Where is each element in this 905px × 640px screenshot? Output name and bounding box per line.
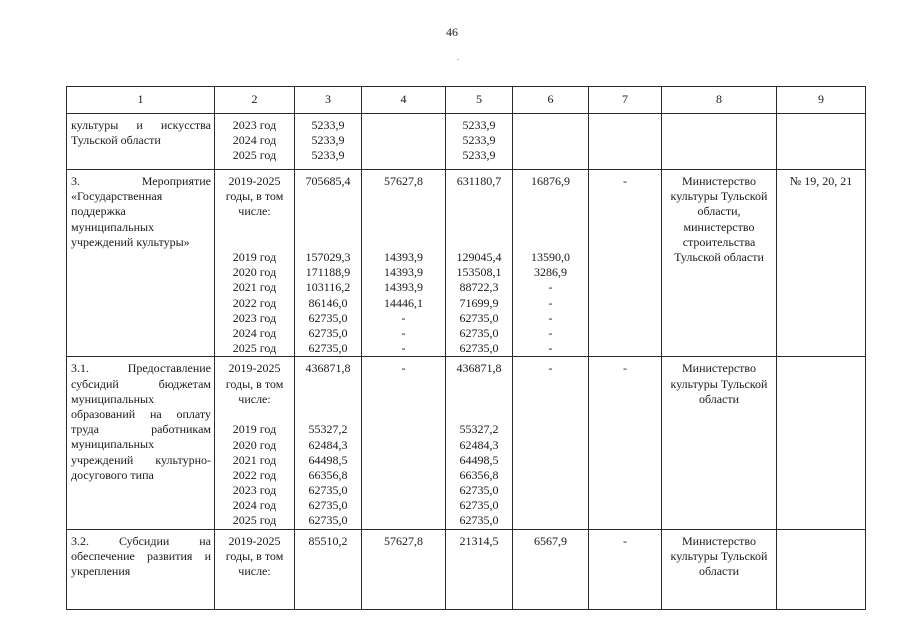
page-number: 46 xyxy=(446,25,458,39)
activity-name-cell xyxy=(67,114,215,170)
value: - xyxy=(401,325,406,340)
executor: Министерство культуры Тульской области xyxy=(670,533,768,579)
total-value: 57627,8 xyxy=(384,174,423,188)
total-value: 705685,4 xyxy=(305,174,351,188)
activity-name-cell xyxy=(67,170,215,357)
header-cell: 4 xyxy=(362,87,446,114)
total-value: - xyxy=(623,174,627,188)
budget-table xyxy=(66,86,866,610)
value-cell xyxy=(589,170,662,357)
value-cell xyxy=(589,114,662,170)
value: 55327,2 xyxy=(308,422,348,437)
value-cell xyxy=(446,357,513,529)
value-cell xyxy=(362,114,446,170)
value: 62735,0 xyxy=(308,310,348,325)
period-label: 2019-2025 годы, в том числе: xyxy=(225,533,284,579)
value-cell xyxy=(295,170,362,357)
year-label: 2023 год xyxy=(232,118,277,132)
value-cell xyxy=(513,529,589,609)
value: 14393,9 xyxy=(384,250,423,264)
value: - xyxy=(548,341,553,356)
total-value: 436871,8 xyxy=(456,361,502,376)
ref-cell xyxy=(777,529,866,609)
value-cell xyxy=(446,114,513,170)
executor-cell xyxy=(662,114,777,170)
value: - xyxy=(401,341,406,356)
ref-cell xyxy=(777,170,866,357)
header-cell: 6 xyxy=(513,87,589,114)
period-label: 2019-2025 годы, в том числе: xyxy=(225,174,284,219)
activity-name-cell xyxy=(67,529,215,609)
total-value: - xyxy=(548,361,553,376)
value: 62735,0 xyxy=(459,513,499,528)
header-cell: 2 xyxy=(215,87,295,114)
value-cell xyxy=(513,357,589,529)
total-value: 85510,2 xyxy=(308,533,348,548)
value: - xyxy=(548,295,553,310)
value: 5233,9 xyxy=(462,118,496,132)
value: 88722,3 xyxy=(459,280,499,295)
year-label: 2024 год xyxy=(232,133,277,148)
year-label: 2021 год xyxy=(232,452,277,467)
value: 62735,0 xyxy=(459,498,499,513)
table-row xyxy=(67,114,866,170)
year-label: 2020 год xyxy=(232,437,277,452)
value-cell xyxy=(513,114,589,170)
value-cell xyxy=(362,170,446,357)
value-cell xyxy=(295,357,362,529)
value: 5233,9 xyxy=(462,148,496,163)
header-cell: 3 xyxy=(295,87,362,114)
value: 171188,9 xyxy=(305,265,351,280)
value: 62735,0 xyxy=(308,325,348,340)
year-label: 2023 год xyxy=(232,483,277,498)
total-value: 21314,5 xyxy=(459,533,499,548)
value: 62735,0 xyxy=(308,341,348,356)
year-label: 2023 год xyxy=(232,310,277,325)
value: 62735,0 xyxy=(308,498,348,513)
value: 62735,0 xyxy=(459,325,499,340)
value: 157029,3 xyxy=(305,250,351,264)
value: 64498,5 xyxy=(459,452,499,467)
year-label: 2019 год xyxy=(232,250,277,264)
value-cell xyxy=(589,529,662,609)
value: 13590,0 xyxy=(531,250,570,264)
header-cell: 5 xyxy=(446,87,513,114)
activity-name: 3.2. Субсидии на обеспечение развития и укрепления xyxy=(71,533,211,579)
value: 62484,3 xyxy=(459,437,499,452)
value-cell xyxy=(295,529,362,609)
value: 62735,0 xyxy=(308,483,348,498)
value: 14446,1 xyxy=(384,295,423,310)
value-cell xyxy=(589,357,662,529)
value: - xyxy=(401,310,406,325)
year-label: 2024 год xyxy=(232,325,277,340)
year-cell xyxy=(215,114,295,170)
value-cell xyxy=(362,357,446,529)
value: 3286,9 xyxy=(534,265,567,280)
value: 129045,4 xyxy=(456,250,502,264)
value: 62735,0 xyxy=(459,310,499,325)
year-label: 2024 год xyxy=(232,498,277,513)
year-label: 2022 год xyxy=(232,467,277,482)
executor: Министерство культуры Тульской области xyxy=(670,361,768,406)
value-cell xyxy=(295,114,362,170)
value: 153508,1 xyxy=(456,265,502,280)
header-cell: 9 xyxy=(777,87,866,114)
value: 5233,9 xyxy=(311,118,345,132)
header-cell: 7 xyxy=(589,87,662,114)
total-value: - xyxy=(623,361,627,376)
executor-cell xyxy=(662,170,777,357)
value: 14393,9 xyxy=(384,280,423,295)
executor-cell xyxy=(662,357,777,529)
value: - xyxy=(548,310,553,325)
value: 64498,5 xyxy=(308,452,348,467)
value: 55327,2 xyxy=(459,422,499,437)
activity-name: 3. Мероприятие «Государственная поддержка муниципальных учреждений культуры» xyxy=(71,174,211,249)
total-value: - xyxy=(623,533,627,548)
header-cell: 8 xyxy=(662,87,777,114)
value: 66356,8 xyxy=(459,467,499,482)
year-label: 2022 год xyxy=(232,295,277,310)
year-label: 2025 год xyxy=(232,341,277,356)
year-label: 2025 год xyxy=(232,148,277,163)
value: 71699,9 xyxy=(459,295,499,310)
value: 86146,0 xyxy=(308,295,348,310)
total-value: - xyxy=(401,361,406,376)
year-label: 2020 год xyxy=(232,265,277,280)
value-cell xyxy=(446,170,513,357)
value: 62484,3 xyxy=(308,437,348,452)
total-value: 631180,7 xyxy=(456,174,502,188)
activity-name-cell xyxy=(67,357,215,529)
activity-name: 3.1. Предоставление субсидий бюджетам муниципальных образований на оплату труда работникам муниципальных учреждений культурно-досугового типа xyxy=(71,361,211,482)
total-value: 57627,8 xyxy=(384,533,423,548)
stray-mark: . xyxy=(457,52,460,62)
table-row xyxy=(67,170,866,357)
year-cell xyxy=(215,170,295,357)
activity-name: культуры и искусства Тульской области xyxy=(71,118,211,148)
ref-cell xyxy=(777,357,866,529)
table-row xyxy=(67,529,866,609)
value: 62735,0 xyxy=(308,513,348,528)
value: 5233,9 xyxy=(462,133,496,148)
value-cell xyxy=(446,529,513,609)
year-label: 2025 год xyxy=(232,513,277,528)
value: - xyxy=(548,325,553,340)
period-label: 2019-2025 годы, в том числе: xyxy=(225,361,284,406)
ref-cell xyxy=(777,114,866,170)
year-label: 2021 год xyxy=(232,280,277,295)
total-value: 436871,8 xyxy=(305,361,351,376)
header-row xyxy=(67,87,866,114)
value: 103116,2 xyxy=(305,280,351,295)
total-value: 16876,9 xyxy=(531,174,570,188)
value-cell xyxy=(362,529,446,609)
executor-cell xyxy=(662,529,777,609)
value-cell xyxy=(513,170,589,357)
value: 66356,8 xyxy=(308,467,348,482)
value: 62735,0 xyxy=(459,483,499,498)
year-cell xyxy=(215,357,295,529)
value: 5233,9 xyxy=(311,133,345,148)
indicator-ref: № 19, 20, 21 xyxy=(789,174,853,188)
table-row xyxy=(67,357,866,529)
executor: Министерство культуры Тульской области, министерство строительства Тульской области xyxy=(670,174,768,265)
value: 5233,9 xyxy=(311,148,345,163)
header-cell: 1 xyxy=(67,87,215,114)
value: 62735,0 xyxy=(459,341,499,356)
year-cell xyxy=(215,529,295,609)
year-label: 2019 год xyxy=(232,422,277,437)
value: 14393,9 xyxy=(384,265,423,280)
total-value: 6567,9 xyxy=(534,533,567,548)
value: - xyxy=(548,280,553,295)
